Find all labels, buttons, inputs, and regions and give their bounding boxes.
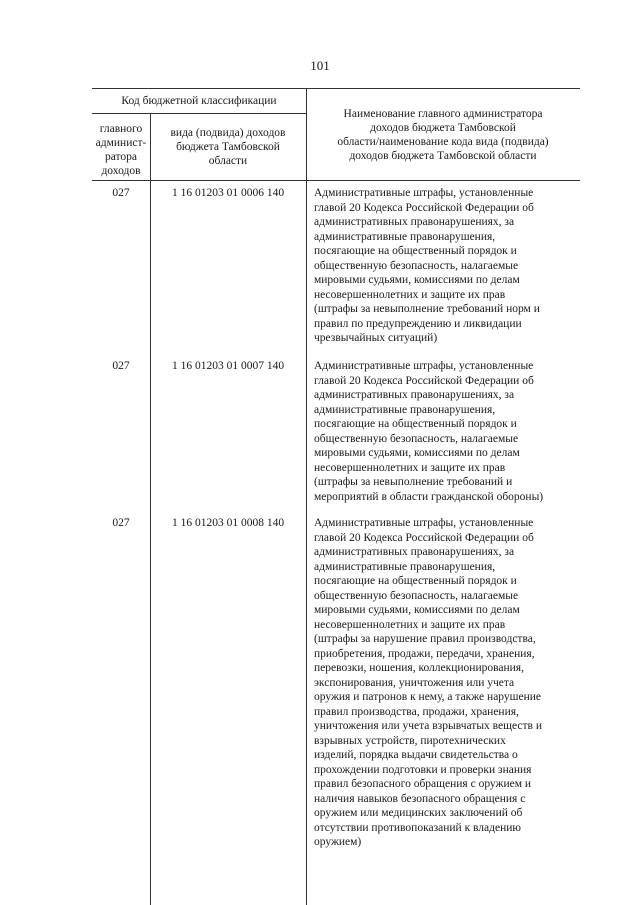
header-revenue-code: вида (подвида) доходов бюджета Тамбовской области: [170, 127, 286, 167]
row1-name: Административные штрафы, установленные главой 20 Кодекса Российской Федерации об административных правонарушениях, за административные правонарушения, посягающие на общественный порядок и общественную безопасность, налагаемые мировыми судьями, комиссиями по делам несовершеннолетних и защите их прав (штрафы за невыполнение требований норм и правил по предупреждению и ликвидации чрезвычайных ситуаций): [314, 187, 540, 344]
group-header-title: Код бюджетной классификации: [121, 95, 277, 107]
header-bottom-border: [92, 180, 580, 181]
header-admin-code: главного админист- ратора доходов: [95, 123, 147, 177]
row1-admin-code: 027: [112, 187, 130, 199]
row2-revenue-code: 1 16 01203 01 0007 140: [171, 360, 285, 372]
row1-revenue-code: 1 16 01203 01 0006 140: [171, 187, 285, 199]
row3-admin-code: 027: [112, 517, 130, 529]
header-name: Наименование главного администратора доходов бюджета Тамбовской области/наименование кода вида (подвида) доходов бюджета Тамбовской области: [337, 108, 549, 162]
table-top-border: [92, 88, 580, 89]
page-number: 101: [310, 58, 330, 73]
row3-name: Административные штрафы, установленные главой 20 Кодекса Российской Федерации об административных правонарушениях, за административные правонарушения, посягающие на общественный порядок и общественную безопасность, налагаемые мировыми судьями, комиссиями по делам несовершеннолетних и защите их прав (штрафы за нарушение правил производства, приобретения, продажи, передачи, хранения, перевозки, ношения, коллекционирования, экспонирования, уничтожения или учета оружия и патронов к нему, а также нарушение правил производства, продажи, хранения, уничтожения или учета взрывчатых веществ и взрывных устройств, пиротехнических изделий, порядка выдачи свидетельства о прохождении подготовки и проверки знания правил безопасного обращения с оружием и наличия навыков безопасного обращения с оружием или медицинских заключений об отсутствии противопоказаний к владению оружием): [314, 517, 542, 848]
row2-admin-code: 027: [112, 360, 130, 372]
column-divider-1: [150, 113, 151, 905]
column-divider-2: [306, 88, 307, 905]
row2-name: Административные штрафы, установленные главой 20 Кодекса Российской Федерации об административных правонарушениях, за административные правонарушения, посягающие на общественный порядок и общественную безопасность, налагаемые мировыми судьями, комиссиями по делам несовершеннолетних и защите их прав (штрафы за невыполнение требований и мероприятий в области гражданской обороны): [314, 360, 544, 503]
group-header-divider: [92, 113, 306, 114]
row3-revenue-code: 1 16 01203 01 0008 140: [171, 517, 285, 529]
budget-classification-table: [92, 88, 580, 905]
